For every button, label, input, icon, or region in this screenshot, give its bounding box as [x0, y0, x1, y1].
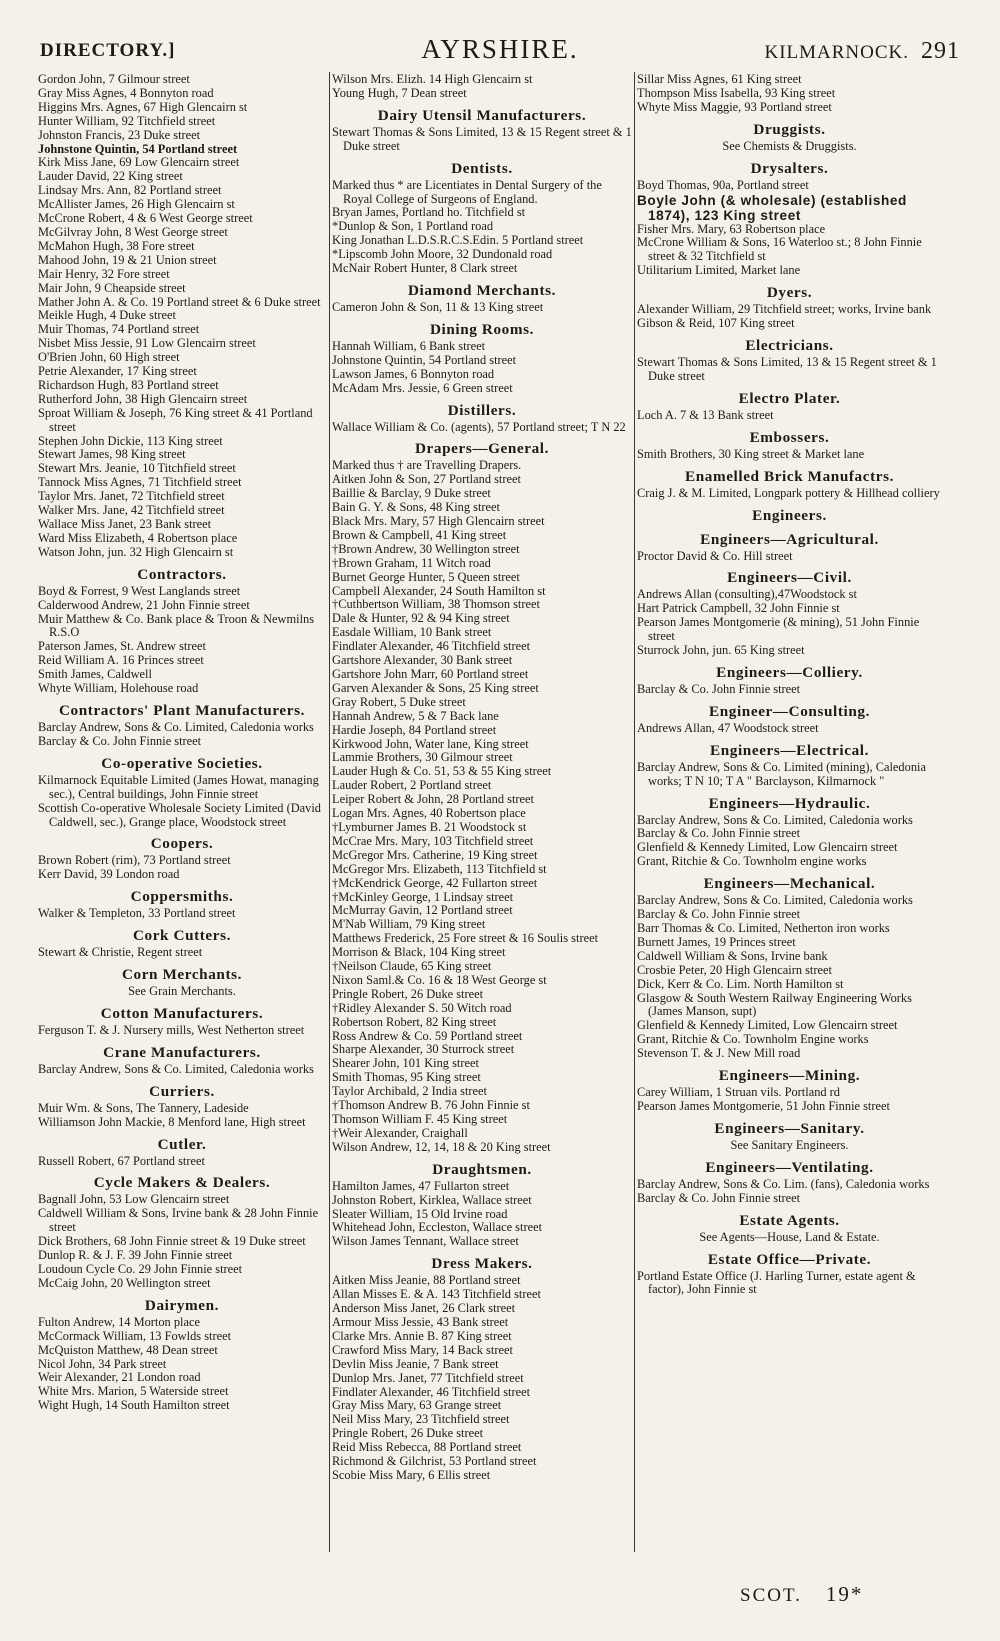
directory-entry: Scottish Co-operative Wholesale Society Limited (David Caldwell, sec.), Grange place, Woodstock street	[38, 800, 321, 829]
directory-entry: Reid Miss Rebecca, 88 Portland street	[332, 1440, 522, 1455]
directory-entry: Young Hugh, 7 Dean street	[332, 85, 467, 100]
directory-entry: †Brown Graham, 11 Witch road	[332, 555, 491, 570]
directory-entry: Easdale William, 10 Bank street	[332, 625, 492, 640]
directory-entry: †Lymburner James B. 21 Woodstock st	[332, 819, 527, 834]
directory-entry: Armour Miss Jessie, 43 Bank street	[332, 1314, 509, 1329]
directory-entry: Pearson James Montgomerie (& mining), 51 John Finnie street	[637, 615, 920, 644]
directory-entry: Sproat William & Joseph, 76 King street & 41 Portland street	[38, 405, 313, 434]
directory-entry: Dunlop R. & J. F. 39 John Finnie street	[38, 1248, 233, 1263]
see-reference: See Sanitary Engineers.	[730, 1137, 849, 1152]
directory-entry: Barclay & Co. John Finnie street	[637, 681, 801, 696]
page-footer	[740, 1582, 863, 1607]
directory-entry: Pringle Robert, 26 Duke street	[332, 1426, 484, 1441]
category-heading: Contractors' Plant Manufacturers.	[58, 701, 306, 719]
directory-entry: Glenfield & Kennedy Limited, Low Glencairn street	[637, 1018, 898, 1033]
directory-entry: Ward Miss Elizabeth, 4 Robertson place	[38, 530, 238, 545]
directory-entry: Barclay & Co. John Finnie street	[637, 907, 801, 922]
category-heading: Dairy Utensil Manufacturers.	[377, 106, 587, 124]
directory-entry: Bain G. Y. & Sons, 48 King street	[332, 500, 500, 515]
header-section-label: DIRECTORY.]	[40, 40, 176, 61]
directory-entry: Brown Robert (rim), 73 Portland street	[38, 853, 231, 868]
directory-entry: Smith Brothers, 30 King street & Market lane	[637, 446, 865, 461]
directory-entry: Thomson William F. 45 King street	[332, 1112, 508, 1126]
directory-entry: †Cuthbertson William, 38 Thomson street	[332, 597, 540, 612]
directory-entry: Richmond & Gilchrist, 53 Portland street	[332, 1454, 537, 1469]
category-heading: Diamond Merchants.	[407, 281, 557, 299]
directory-entry: Clarke Mrs. Annie B. 87 King street	[332, 1328, 512, 1343]
directory-entry: Gartshore John Marr, 60 Portland street	[332, 667, 529, 681]
directory-entry: Sharpe Alexander, 30 Sturrock street	[332, 1042, 515, 1057]
directory-entry: Whyte William, Holehouse road	[38, 681, 199, 696]
directory-entry: Utilitarium Limited, Market lane	[637, 263, 801, 278]
directory-entry: Lawson James, 6 Bonnyton road	[332, 366, 495, 381]
category-heading: Druggists.	[753, 120, 826, 138]
directory-entry: Findlater Alexander, 46 Titchfield street	[332, 639, 531, 654]
footer-scot-mark: SCOT.	[740, 1585, 802, 1606]
category-heading: Drapers—General.	[414, 440, 550, 458]
directory-entry: †Neilson Claude, 65 King street	[332, 959, 492, 974]
category-heading: Engineers—Mechanical.	[703, 875, 876, 893]
directory-entry: Barclay Andrew, Sons & Co. Limited, Caledonia works	[637, 812, 913, 827]
directory-entry: McGregor Mrs. Catherine, 19 King street	[332, 847, 538, 862]
directory-entry: Williamson John Mackie, 8 Menford lane, High street	[38, 1114, 306, 1129]
directory-entry: M'Nab William, 79 King street	[332, 917, 486, 932]
directory-entry: Cameron John & Son, 11 & 13 King street	[332, 299, 544, 314]
directory-entry: Nisbet Miss Jessie, 91 Low Glencairn street	[38, 336, 256, 351]
directory-entry: McMurray Gavin, 12 Portland street	[332, 903, 513, 918]
directory-entry: Weir Alexander, 21 London road	[38, 1370, 201, 1385]
category-heading: Estate Agents.	[739, 1211, 840, 1229]
directory-entry: Baillie & Barclay, 9 Duke street	[332, 486, 491, 501]
directory-entry: Kirkwood John, Water lane, King street	[332, 736, 529, 751]
directory-entry: McNair Robert Hunter, 8 Clark street	[332, 261, 518, 276]
directory-entry: Gartshore Alexander, 30 Bank street	[332, 653, 513, 668]
category-heading: Curriers.	[149, 1082, 215, 1100]
directory-entry: Mair Henry, 32 Fore street	[38, 266, 170, 281]
category-heading: Dairymen.	[144, 1296, 220, 1314]
directory-entry: Stephen John Dickie, 113 King street	[38, 433, 223, 448]
directory-entry: Lammie Brothers, 30 Gilmour street	[332, 750, 513, 765]
directory-entry: Lauder David, 22 King street	[38, 169, 183, 184]
directory-entry: Meikle Hugh, 4 Duke street	[38, 308, 176, 323]
directory-entry: Matthews Frederick, 25 Fore street & 16 Soulis street	[332, 931, 599, 946]
category-heading: Drysalters.	[750, 159, 829, 177]
category-heading: Engineers—Colliery.	[716, 663, 863, 681]
header-county-title: AYRSHIRE.	[421, 34, 579, 64]
category-heading: Engineers—Hydraulic.	[708, 794, 871, 812]
category-heading: Engineers—Mining.	[718, 1067, 861, 1085]
category-heading: Embossers.	[749, 428, 830, 446]
directory-entry: Wallace Miss Janet, 23 Bank street	[38, 517, 212, 531]
directory-entry: Rutherford John, 38 High Glencairn street	[38, 391, 248, 406]
directory-entry: Johnston Robert, Kirklea, Wallace street	[332, 1192, 532, 1207]
directory-entry: Andrews Allan, 47 Woodstock street	[637, 720, 819, 735]
directory-entry: Stevenson T. & J. New Mill road	[637, 1046, 801, 1061]
directory-entry: Logan Mrs. Agnes, 40 Robertson place	[332, 806, 526, 821]
directory-entry: Aitken John & Son, 27 Portland street	[332, 472, 521, 487]
directory-entry: Crosbie Peter, 20 High Glencairn street	[637, 962, 832, 977]
directory-entry: Caldwell William & Sons, Irvine bank	[637, 948, 828, 963]
directory-entry: Barclay & Co. John Finnie street	[637, 826, 801, 841]
directory-entry: Nicol John, 34 Park street	[38, 1356, 167, 1371]
directory-entry: Portland Estate Office (J. Harling Turner, estate agent & factor), John Finnie st	[637, 1268, 916, 1297]
directory-entry: Andrews Allan (consulting),47Woodstock st	[637, 587, 857, 602]
directory-entry: McCrone William & Sons, 16 Waterloo st.; 8 John Finnie street & 32 Titchfield st	[637, 235, 922, 264]
directory-entry: Anderson Miss Janet, 26 Clark street	[332, 1301, 516, 1316]
directory-entry: Bagnall John, 53 Low Glencairn street	[38, 1192, 230, 1207]
see-reference: See Chemists & Druggists.	[722, 138, 857, 153]
directory-entry: Sleater William, 15 Old Irvine road	[332, 1206, 508, 1221]
directory-entry: Burnet George Hunter, 5 Queen street	[332, 569, 520, 584]
directory-entry: Mahood John, 19 & 21 Union street	[38, 252, 217, 267]
directory-entry: Taylor Mrs. Janet, 72 Titchfield street	[38, 489, 225, 504]
directory-entry: Mair John, 9 Cheapside street	[38, 280, 186, 295]
directory-entry: Kirk Miss Jane, 69 Low Glencairn street	[38, 155, 240, 170]
directory-entry: Shearer John, 101 King street	[332, 1056, 479, 1071]
directory-entry: Barclay & Co. John Finnie street	[637, 1190, 801, 1205]
directory-entry: Ferguson T. & J. Nursery mills, West Netherton street	[38, 1022, 305, 1037]
directory-entry: Johnstone Quintin, 54 Portland street	[38, 141, 238, 156]
directory-entry: Calderwood Andrew, 21 John Finnie street	[38, 597, 250, 612]
directory-entry: Pearson James Montgomerie, 51 John Finnie street	[637, 1098, 890, 1113]
directory-entry-advert: Boyle John (& wholesale) (established 1874), 123 King street	[637, 192, 907, 223]
category-heading: Cycle Makers & Dealers.	[93, 1174, 271, 1192]
see-reference: See Agents—House, Land & Estate.	[699, 1229, 880, 1244]
directory-entry: Garven Alexander & Sons, 25 King street	[332, 680, 539, 695]
directory-entry: Barclay & Co. John Finnie street	[38, 733, 202, 748]
category-heading: Electricians.	[745, 336, 834, 354]
directory-entry: King Jonathan L.D.S.R.C.S.Edin. 5 Portland street	[332, 233, 584, 248]
directory-entry: Barclay Andrew, Sons & Co. Limited, Caledonia works	[637, 893, 913, 908]
directory-entry: Higgins Mrs. Agnes, 67 High Glencairn st	[38, 99, 248, 114]
directory-entry: McCormack William, 13 Fowlds street	[38, 1328, 232, 1343]
directory-entry: Findlater Alexander, 46 Titchfield street	[332, 1384, 531, 1399]
directory-entry: Dick, Kerr & Co. Lim. North Hamilton st	[637, 976, 844, 991]
category-heading: Engineers—Electrical.	[710, 741, 869, 759]
category-heading: Engineers—Ventilating.	[705, 1158, 874, 1176]
directory-entry: Glenfield & Kennedy Limited, Low Glencairn street	[637, 840, 898, 855]
directory-entry: Caldwell William & Sons, Irvine bank & 28 John Finnie street	[38, 1206, 319, 1235]
directory-entry: Reid William A. 16 Princes street	[38, 653, 204, 668]
category-heading: Coppersmiths.	[130, 888, 234, 906]
footer-signature: 19*	[825, 1582, 864, 1606]
directory-entry: Fulton Andrew, 14 Morton place	[38, 1314, 200, 1329]
directory-entry: Boyd & Forrest, 9 West Langlands street	[38, 583, 241, 598]
directory-entry: Barr Thomas & Co. Limited, Netherton iron works	[637, 921, 890, 935]
directory-entry: Walker Mrs. Jane, 42 Titchfield street	[38, 503, 225, 518]
directory-entry: Morrison & Black, 104 King street	[332, 945, 506, 960]
directory-entry: Hardie Joseph, 84 Portland street	[332, 722, 497, 737]
directory-entry: Loch A. 7 & 13 Bank street	[637, 407, 774, 422]
category-heading: Engineer—Consulting.	[709, 702, 870, 720]
directory-entry: Thompson Miss Isabella, 93 King street	[637, 85, 836, 100]
directory-entry: †Brown Andrew, 30 Wellington street	[332, 541, 520, 556]
category-heading: Dyers.	[766, 284, 813, 302]
directory-entry: Marked thus * are Licentiates in Dental Surgery of the Royal College of Surgeons of England.	[332, 177, 602, 206]
directory-entry: Johnston Francis, 23 Duke street	[38, 127, 201, 142]
category-heading: Engineers—Sanitary.	[714, 1119, 865, 1137]
category-heading: Cutler.	[157, 1135, 207, 1153]
directory-entry: Nixon Saml.& Co. 16 & 18 West George st	[332, 972, 547, 987]
directory-entry: Smith James, Caldwell	[38, 667, 152, 682]
directory-entry: Wilson James Tennant, Wallace street	[332, 1234, 519, 1249]
directory-entry: Burnett James, 19 Princes street	[637, 934, 796, 949]
directory-entry: Wight Hugh, 14 South Hamilton street	[38, 1398, 230, 1413]
directory-entry: Stewart James, 98 King street	[38, 447, 186, 462]
directory-entry: Walker & Templeton, 33 Portland street	[38, 906, 236, 921]
directory-entry: Barclay Andrew, Sons & Co. Limited, Caledonia works	[38, 1061, 314, 1076]
category-heading: Estate Office—Private.	[707, 1250, 872, 1268]
directory-entry: McGilvray John, 8 West George street	[38, 224, 228, 239]
directory-entry: Boyd Thomas, 90a, Portland street	[637, 177, 809, 192]
directory-entry: Fisher Mrs. Mary, 63 Robertson place	[637, 221, 826, 236]
directory-entry: Stewart & Christie, Regent street	[38, 945, 203, 960]
directory-entry: Hannah William, 6 Bank street	[332, 338, 486, 353]
category-heading: Crane Manufacturers.	[103, 1043, 261, 1061]
directory-entry: Scobie Miss Mary, 6 Ellis street	[332, 1467, 491, 1482]
category-heading: Distillers.	[447, 401, 517, 419]
directory-entry: Johnstone Quintin, 54 Portland street	[332, 352, 517, 367]
directory-entry: Wilson Mrs. Elizh. 14 High Glencairn st	[332, 72, 533, 86]
directory-column-1	[38, 73, 326, 1413]
directory-entry: Hannah Andrew, 5 & 7 Back lane	[332, 708, 499, 723]
page-header	[40, 34, 960, 70]
directory-entry: McMahon Hugh, 38 Fore street	[38, 238, 195, 253]
directory-entry: Wilson Andrew, 12, 14, 18 & 20 King street	[332, 1139, 551, 1154]
category-heading: Co-operative Societies.	[101, 754, 263, 772]
header-town: KILMARNOCK.	[764, 42, 909, 63]
directory-entry: McCrae Mrs. Mary, 103 Titchfield street	[332, 833, 534, 848]
directory-entry: Mather John A. & Co. 19 Portland street & 6 Duke street	[38, 294, 321, 309]
column-divider	[329, 72, 330, 1552]
directory-entry: †McKendrick George, 42 Fullarton street	[332, 875, 538, 890]
category-heading: Dentists.	[451, 159, 513, 177]
category-heading: Engineers.	[752, 506, 827, 524]
directory-entry: Muir Matthew & Co. Bank place & Troon & Newmilns R.S.O	[38, 611, 315, 640]
directory-entry: McGregor Mrs. Elizabeth, 113 Titchfield st	[332, 861, 547, 876]
directory-entry: Dunlop Mrs. Janet, 77 Titchfield street	[332, 1370, 524, 1385]
directory-entry: Paterson James, St. Andrew street	[38, 639, 206, 654]
directory-entry: Aitken Miss Jeanie, 88 Portland street	[332, 1273, 521, 1288]
directory-entry: Barclay Andrew, Sons & Co. Limited (mining), Caledonia works; T N 10; T A " Barclayson, Kilmarnock "	[637, 759, 926, 788]
directory-column-3	[637, 73, 942, 1297]
category-heading: Engineers—Civil.	[727, 569, 852, 587]
directory-entry: †Thomson Andrew B. 76 John Finnie st	[332, 1098, 530, 1113]
directory-entry: Smith Thomas, 95 King street	[332, 1070, 481, 1085]
directory-column-2	[332, 73, 632, 1483]
directory-entry: Pringle Robert, 26 Duke street	[332, 986, 484, 1001]
category-heading: Corn Merchants.	[121, 966, 243, 984]
directory-entry: McAdam Mrs. Jessie, 6 Green street	[332, 380, 513, 395]
header-town-and-page	[764, 38, 960, 65]
directory-entry: Lauder Robert, 2 Portland street	[332, 778, 492, 793]
directory-entry: O'Brien John, 60 High street	[38, 350, 180, 365]
directory-entry: Sillar Miss Agnes, 61 King street	[637, 72, 802, 86]
directory-entry: †Weir Alexander, Craighall	[332, 1125, 468, 1140]
directory-entry: Lindsay Mrs. Ann, 82 Portland street	[38, 183, 222, 198]
directory-entry: Petrie Alexander, 17 King street	[38, 364, 197, 379]
directory-entry: Kilmarnock Equitable Limited (James Howat, managing sec.), Central buildings, John Finnie street	[38, 772, 319, 801]
directory-entry: Marked thus † are Travelling Drapers.	[332, 458, 522, 473]
directory-entry: Muir Thomas, 74 Portland street	[38, 322, 200, 337]
category-heading: Dining Rooms.	[429, 320, 534, 338]
directory-entry: Tannock Miss Agnes, 71 Titchfield street	[38, 475, 242, 490]
directory-entry: Brown & Campbell, 41 King street	[332, 527, 507, 542]
directory-entry: Gibson & Reid, 107 King street	[637, 316, 795, 331]
directory-entry: †McKinley George, 1 Lindsay street	[332, 889, 514, 904]
directory-entry: Grant, Ritchie & Co. Townholm Engine works	[637, 1032, 869, 1047]
directory-entry: Loudoun Cycle Co. 29 John Finnie street	[38, 1262, 243, 1276]
category-heading: Dress Makers.	[431, 1255, 533, 1273]
directory-entry: Bryan James, Portland ho. Titchfield st	[332, 205, 526, 220]
directory-entry: Watson John, jun. 32 High Glencairn st	[38, 544, 234, 559]
category-heading: Cotton Manufacturers.	[100, 1004, 264, 1022]
directory-entry: Grant, Ritchie & Co. Townholm engine works	[637, 854, 867, 869]
directory-entry: Muir Wm. & Sons, The Tannery, Ladeside	[38, 1100, 249, 1115]
directory-entry: Hunter William, 92 Titchfield street	[38, 113, 216, 128]
directory-entry: Crawford Miss Mary, 14 Back street	[332, 1342, 513, 1357]
directory-entry: Dick Brothers, 68 John Finnie street & 19 Duke street	[38, 1234, 306, 1249]
directory-entry: †Ridley Alexander S. 50 Witch road	[332, 1000, 512, 1015]
directory-entry: Taylor Archibald, 2 India street	[332, 1084, 487, 1099]
directory-entry: Proctor David & Co. Hill street	[637, 548, 793, 563]
directory-entry: Wallace William & Co. (agents), 57 Portland street; T N 22	[332, 419, 626, 434]
directory-entry: Stewart Thomas & Sons Limited, 13 & 15 Regent street & 1 Duke street	[637, 354, 937, 383]
directory-entry: Carey William, 1 Struan vils. Portland rd	[637, 1085, 841, 1100]
directory-entry: Ross Andrew & Co. 59 Portland street	[332, 1028, 523, 1043]
category-heading: Coopers.	[150, 835, 214, 853]
see-reference: See Grain Merchants.	[128, 984, 236, 999]
page-number: 291	[921, 38, 960, 64]
category-heading: Draughtsmen.	[432, 1160, 532, 1178]
directory-entry: Robertson Robert, 82 King street	[332, 1014, 497, 1029]
category-heading: Contractors.	[137, 565, 227, 583]
category-heading: Engineers—Agricultural.	[700, 530, 879, 548]
directory-entry: Gordon John, 7 Gilmour street	[38, 72, 190, 86]
directory-entry: McAllister James, 26 High Glencairn st	[38, 197, 235, 212]
category-heading: Cork Cutters.	[132, 927, 232, 945]
directory-entry: McCaig John, 20 Wellington street	[38, 1275, 211, 1290]
directory-entry: Neil Miss Mary, 23 Titchfield street	[332, 1412, 510, 1427]
directory-entry: Allan Misses E. & A. 143 Titchfield street	[332, 1287, 541, 1302]
directory-entry: *Lipscomb John Moore, 32 Dundonald road	[332, 247, 553, 262]
directory-entry: Stewart Thomas & Sons Limited, 13 & 15 Regent street & 1 Duke street	[332, 124, 632, 153]
directory-entry: Hamilton James, 47 Fullarton street	[332, 1178, 510, 1193]
directory-entry: Lauder Hugh & Co. 51, 53 & 55 King street	[332, 764, 552, 779]
directory-entry: Whitehead John, Eccleston, Wallace street	[332, 1220, 543, 1235]
directory-entry: Sturrock John, jun. 65 King street	[637, 643, 805, 658]
directory-entry: Gray Miss Agnes, 4 Bonnyton road	[38, 85, 214, 100]
directory-entry: Barclay Andrew, Sons & Co. Lim. (fans), Caledonia works	[637, 1176, 930, 1191]
directory-entry: McQuiston Matthew, 48 Dean street	[38, 1342, 218, 1357]
directory-entry: Gray Robert, 5 Duke street	[332, 694, 466, 709]
category-heading: Electro Plater.	[738, 389, 841, 407]
directory-entry: Glasgow & South Western Railway Engineering Works (James Manson, supt)	[637, 990, 912, 1019]
directory-entry: Leiper Robert & John, 28 Portland street	[332, 792, 534, 807]
directory-entry: Campbell Alexander, 24 South Hamilton st	[332, 583, 546, 598]
directory-entry: Richardson Hugh, 83 Portland street	[38, 377, 219, 392]
category-heading: Enamelled Brick Manufactrs.	[685, 467, 894, 485]
directory-entry: McCrone Robert, 4 & 6 West George street	[38, 211, 253, 226]
directory-entry: Alexander William, 29 Titchfield street; works, Irvine bank	[637, 302, 932, 317]
column-divider	[634, 72, 635, 1552]
directory-entry: Whyte Miss Maggie, 93 Portland street	[637, 99, 832, 114]
directory-entry: Stewart Mrs. Jeanie, 10 Titchfield street	[38, 461, 236, 476]
directory-entry: Devlin Miss Jeanie, 7 Bank street	[332, 1356, 499, 1371]
directory-entry: White Mrs. Marion, 5 Waterside street	[38, 1384, 229, 1399]
directory-entry: Dale & Hunter, 92 & 94 King street	[332, 611, 510, 626]
directory-entry: Craig J. & M. Limited, Longpark pottery & Hillhead colliery	[637, 485, 940, 500]
directory-entry: *Dunlop & Son, 1 Portland road	[332, 219, 494, 234]
directory-entry: Gray Miss Mary, 63 Grange street	[332, 1398, 502, 1413]
directory-entry: Kerr David, 39 London road	[38, 867, 180, 882]
directory-entry: Russell Robert, 67 Portland street	[38, 1153, 205, 1168]
directory-entry: Hart Patrick Campbell, 32 John Finnie st	[637, 601, 840, 616]
directory-entry: Barclay Andrew, Sons & Co. Limited, Caledonia works	[38, 719, 314, 734]
directory-entry: Black Mrs. Mary, 57 High Glencairn street	[332, 514, 545, 529]
